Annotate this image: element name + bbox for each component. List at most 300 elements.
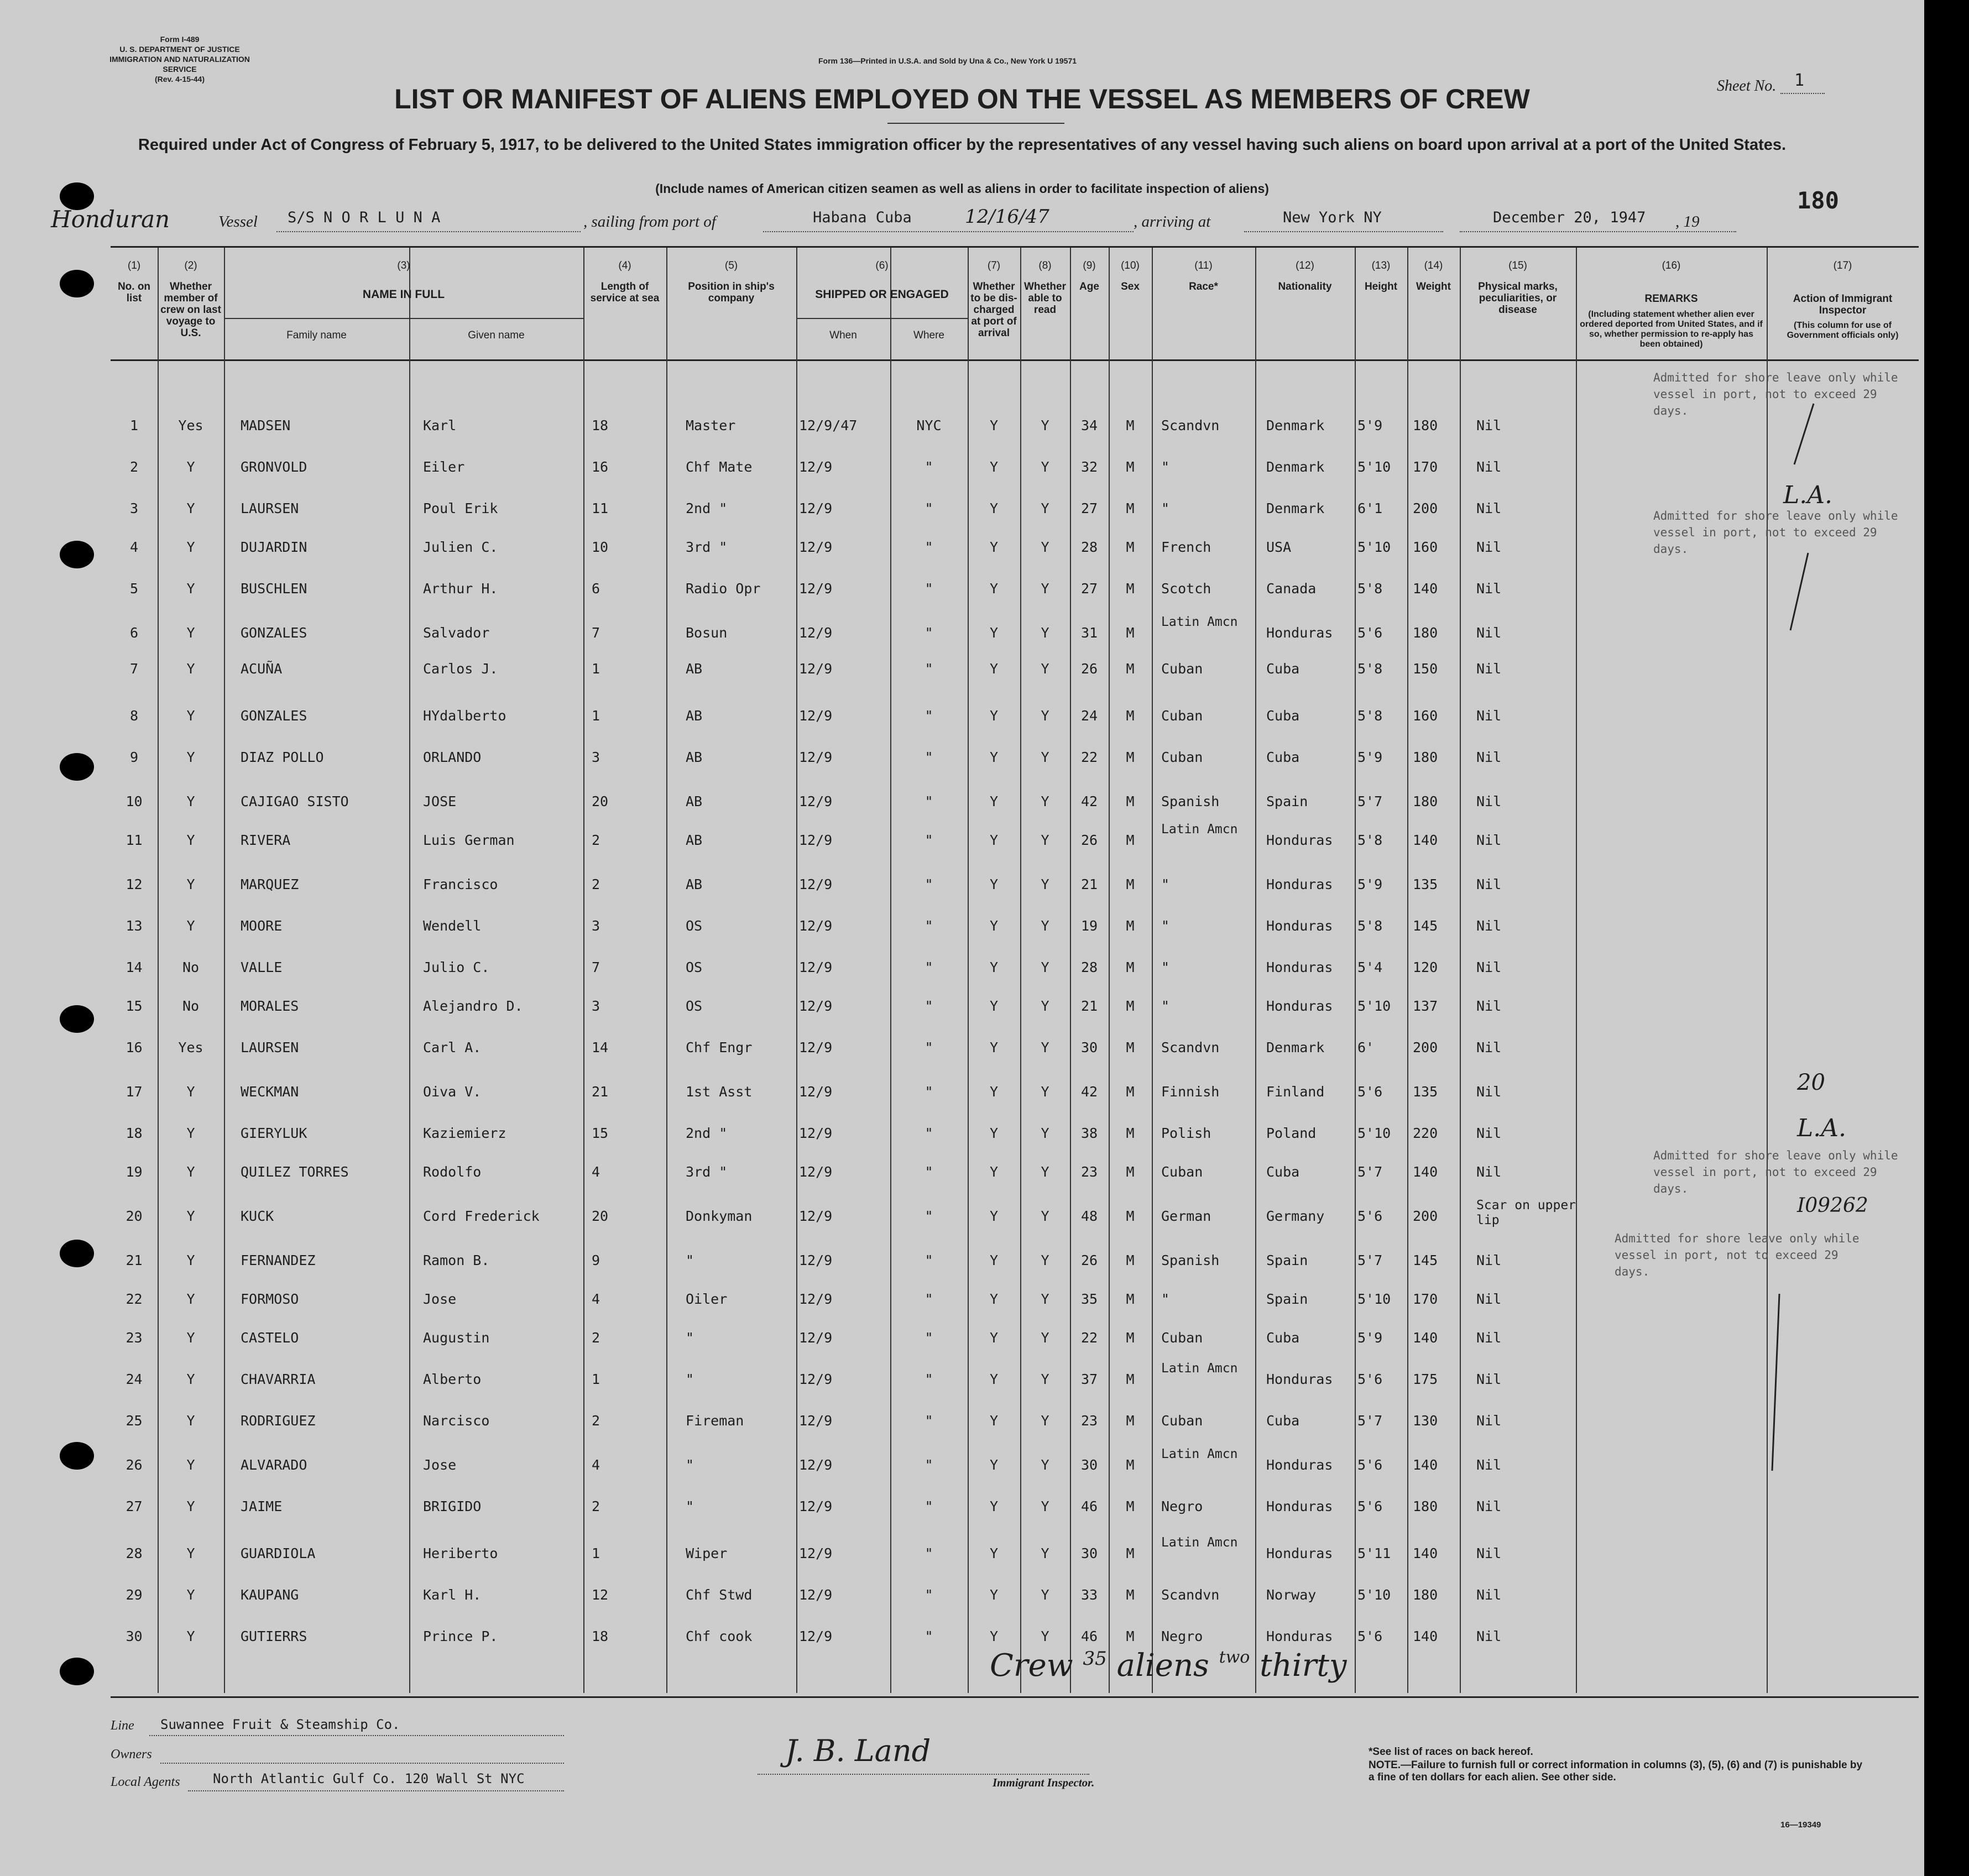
cell-position: 3rd " bbox=[686, 1164, 728, 1180]
line-value: Suwannee Fruit & Steamship Co. bbox=[160, 1717, 400, 1732]
cell-sex: M bbox=[1126, 998, 1135, 1014]
cell-race: " bbox=[1161, 918, 1170, 934]
cell-service: 9 bbox=[592, 1252, 600, 1268]
cell-where: " bbox=[925, 1208, 933, 1224]
cell-discharged: Y bbox=[989, 1125, 999, 1141]
cell-age: 26 bbox=[1080, 832, 1098, 848]
inspector-line bbox=[758, 1774, 1089, 1775]
cell-service: 2 bbox=[592, 1413, 600, 1429]
cell-nationality: Denmark bbox=[1266, 417, 1325, 433]
cell-sex: M bbox=[1126, 1545, 1135, 1561]
cell-read: Y bbox=[1041, 1208, 1049, 1224]
flag-handwritten: Honduran bbox=[51, 206, 170, 233]
cell-read: Y bbox=[1041, 539, 1049, 555]
sheet-number-line bbox=[1780, 93, 1825, 94]
cell-discharged: Y bbox=[989, 876, 999, 892]
cell-race: Scotch bbox=[1161, 581, 1211, 597]
cell-race: Spanish bbox=[1161, 793, 1220, 809]
cell-where: " bbox=[925, 1545, 933, 1561]
crew-summary-handwritten: Crew $^{35}$ aliens $^{two}$ thirty bbox=[990, 1648, 1347, 1684]
column-header: Whether to be dis-charged at port of arrival bbox=[970, 281, 1017, 339]
column-number: (6) bbox=[875, 260, 889, 271]
cell-height: 5'6 bbox=[1357, 1498, 1383, 1514]
cell-age: 34 bbox=[1080, 417, 1098, 433]
cell-given: Narcisco bbox=[423, 1413, 490, 1429]
cell-discharged: Y bbox=[989, 1371, 999, 1387]
column-rule bbox=[666, 248, 667, 1693]
cell-where: " bbox=[925, 832, 933, 848]
cell-when: 12/9 bbox=[799, 876, 833, 892]
cell-where: " bbox=[925, 998, 933, 1014]
cell-position: OS bbox=[686, 959, 703, 975]
arrival-date-value: December 20, 1947 bbox=[1493, 209, 1646, 226]
cell-age: 24 bbox=[1080, 708, 1098, 724]
punch-hole bbox=[60, 1240, 94, 1267]
cell-family: ALVARADO bbox=[241, 1457, 307, 1473]
cell-prev: Y bbox=[186, 1545, 195, 1561]
cell-where: " bbox=[925, 1457, 933, 1473]
cell-weight: 135 bbox=[1413, 876, 1438, 892]
cell-race: Scandvn bbox=[1161, 1587, 1220, 1603]
vessel-line bbox=[276, 231, 581, 232]
column-number: (9) bbox=[1083, 260, 1096, 271]
cell-given: Prince P. bbox=[423, 1628, 498, 1644]
cell-nationality: Finland bbox=[1266, 1084, 1325, 1100]
shipped-subheader-rule bbox=[796, 318, 968, 319]
cell-when: 12/9 bbox=[799, 918, 833, 934]
cell-when: 12/9/47 bbox=[799, 417, 858, 433]
cell-no: 25 bbox=[126, 1413, 143, 1429]
column-rule bbox=[1152, 248, 1153, 1693]
cell-nationality: Spain bbox=[1266, 1252, 1308, 1268]
cell-sex: M bbox=[1126, 1252, 1135, 1268]
cell-prev: Y bbox=[186, 459, 195, 475]
column-number: (13) bbox=[1371, 260, 1391, 271]
cell-where: " bbox=[925, 1371, 933, 1387]
cell-prev: Y bbox=[186, 1208, 195, 1224]
cell-when: 12/9 bbox=[799, 1413, 833, 1429]
cell-prev: Y bbox=[186, 749, 195, 765]
column-header: Whether member of crew on last voyage to U.S. bbox=[160, 281, 221, 339]
cell-where: " bbox=[925, 918, 933, 934]
cell-when: 12/9 bbox=[799, 998, 833, 1014]
cell-race: Latin Amcn bbox=[1161, 1361, 1238, 1376]
cell-prev: Y bbox=[186, 1252, 195, 1268]
cell-service: 18 bbox=[592, 1628, 609, 1644]
cell-prev: Y bbox=[186, 661, 195, 677]
cell-service: 12 bbox=[592, 1587, 609, 1603]
cell-height: 5'6 bbox=[1357, 1208, 1383, 1224]
inspector-mark: L.A. bbox=[1783, 481, 1832, 509]
cell-service: 3 bbox=[592, 918, 600, 934]
cell-prev: Y bbox=[186, 1587, 195, 1603]
cell-age: 46 bbox=[1080, 1628, 1098, 1644]
cell-nationality: Honduras bbox=[1266, 625, 1333, 641]
cell-marks: Nil bbox=[1476, 581, 1502, 597]
cell-sex: M bbox=[1126, 918, 1135, 934]
form-id-block bbox=[94, 34, 265, 84]
column-subheader: (Including statement whether alien ever ordered deported from United States, and if so, whether permission to re-apply has been obtained) bbox=[1580, 310, 1763, 349]
cell-discharged: Y bbox=[989, 1587, 999, 1603]
cell-no: 11 bbox=[126, 832, 143, 848]
cell-race: Cuban bbox=[1161, 749, 1203, 765]
column-header: SHIPPED OR ENGAGED bbox=[815, 288, 949, 301]
cell-age: 19 bbox=[1080, 918, 1098, 934]
cell-prev: Y bbox=[186, 1164, 195, 1180]
cell-read: Y bbox=[1041, 1587, 1049, 1603]
cell-weight: 180 bbox=[1413, 417, 1438, 433]
cell-marks: Nil bbox=[1476, 876, 1502, 892]
column-number: (8) bbox=[1038, 260, 1052, 271]
column-header: REMARKS bbox=[1644, 293, 1698, 305]
cell-where: " bbox=[925, 1413, 933, 1429]
cell-discharged: Y bbox=[989, 459, 999, 475]
cell-when: 12/9 bbox=[799, 1628, 833, 1644]
column-rule bbox=[583, 248, 584, 1693]
cell-given: Arthur H. bbox=[423, 581, 498, 597]
cell-service: 2 bbox=[592, 876, 600, 892]
cell-marks: Nil bbox=[1476, 625, 1502, 641]
cell-sex: M bbox=[1126, 1291, 1135, 1307]
punch-hole bbox=[60, 1442, 94, 1470]
inspector-label: Immigrant Inspector. bbox=[993, 1776, 1095, 1789]
column-subheader: When bbox=[829, 330, 857, 341]
cell-when: 12/9 bbox=[799, 1330, 833, 1346]
cell-height: 5'8 bbox=[1357, 581, 1383, 597]
cell-age: 23 bbox=[1080, 1413, 1098, 1429]
punch-hole bbox=[60, 270, 94, 297]
cell-read: Y bbox=[1041, 625, 1049, 641]
cell-family: GUTIERRS bbox=[241, 1628, 307, 1644]
column-subheader: (This column for use of Government officials only) bbox=[1787, 321, 1899, 340]
cell-where: " bbox=[925, 1084, 933, 1100]
cell-where: " bbox=[925, 661, 933, 677]
cell-no: 4 bbox=[129, 539, 139, 555]
cell-sex: M bbox=[1126, 1457, 1135, 1473]
cell-height: 5'11 bbox=[1357, 1545, 1391, 1561]
cell-age: 22 bbox=[1080, 749, 1098, 765]
cell-read: Y bbox=[1041, 1291, 1049, 1307]
cell-sex: M bbox=[1126, 500, 1135, 516]
cell-marks: Scar on upper lip bbox=[1476, 1198, 1576, 1227]
cell-marks: Nil bbox=[1476, 661, 1502, 677]
cell-where: " bbox=[925, 581, 933, 597]
cell-weight: 137 bbox=[1413, 998, 1438, 1014]
cell-family: LAURSEN bbox=[241, 1039, 299, 1055]
cell-where: " bbox=[925, 1587, 933, 1603]
cell-position: Master bbox=[686, 417, 736, 433]
cell-read: Y bbox=[1041, 998, 1049, 1014]
cell-given: BRIGIDO bbox=[423, 1498, 482, 1514]
cell-family: JAIME bbox=[241, 1498, 283, 1514]
cell-height: 5'8 bbox=[1357, 832, 1383, 848]
cell-nationality: Honduras bbox=[1266, 832, 1333, 848]
cell-no: 22 bbox=[126, 1291, 143, 1307]
cell-when: 12/9 bbox=[799, 661, 833, 677]
cell-marks: Nil bbox=[1476, 1330, 1502, 1346]
cell-prev: Y bbox=[186, 1291, 195, 1307]
owners-label: Owners bbox=[111, 1747, 152, 1762]
cell-where: NYC bbox=[916, 417, 942, 433]
column-number: (3) bbox=[397, 260, 410, 271]
cell-height: 5'7 bbox=[1357, 1252, 1383, 1268]
cell-height: 5'9 bbox=[1357, 417, 1383, 433]
cell-read: Y bbox=[1041, 1084, 1049, 1100]
cell-read: Y bbox=[1041, 661, 1049, 677]
cell-family: FORMOSO bbox=[241, 1291, 299, 1307]
column-number: (17) bbox=[1833, 260, 1852, 271]
cell-given: Francisco bbox=[423, 876, 498, 892]
cell-read: Y bbox=[1041, 708, 1049, 724]
cell-race: Latin Amcn bbox=[1161, 615, 1238, 629]
line-field bbox=[149, 1735, 564, 1736]
cell-discharged: Y bbox=[989, 417, 999, 433]
cell-marks: Nil bbox=[1476, 417, 1502, 433]
cell-where: " bbox=[925, 793, 933, 809]
column-number: (16) bbox=[1662, 260, 1681, 271]
cell-discharged: Y bbox=[989, 1628, 999, 1644]
cell-given: Rodolfo bbox=[423, 1164, 482, 1180]
cell-height: 5'8 bbox=[1357, 661, 1383, 677]
column-number: (1) bbox=[127, 260, 141, 271]
cell-read: Y bbox=[1041, 459, 1049, 475]
corner-number: 180 bbox=[1797, 187, 1839, 214]
cell-discharged: Y bbox=[989, 1330, 999, 1346]
cell-race: French bbox=[1161, 539, 1211, 555]
cell-family: MORALES bbox=[241, 998, 299, 1014]
cell-read: Y bbox=[1041, 500, 1049, 516]
cell-service: 4 bbox=[592, 1291, 600, 1307]
agents-label: Local Agents bbox=[111, 1775, 180, 1789]
form-code: 16—19349 bbox=[1780, 1820, 1821, 1830]
cell-no: 1 bbox=[129, 417, 139, 433]
cell-no: 29 bbox=[126, 1587, 143, 1603]
cell-race: Negro bbox=[1161, 1498, 1203, 1514]
cell-weight: 170 bbox=[1413, 459, 1438, 475]
cell-sex: M bbox=[1126, 1413, 1135, 1429]
cell-when: 12/9 bbox=[799, 793, 833, 809]
cell-nationality: Denmark bbox=[1266, 1039, 1325, 1055]
cell-position: Chf Stwd bbox=[686, 1587, 753, 1603]
cell-position: Fireman bbox=[686, 1413, 744, 1429]
column-header: Height bbox=[1364, 281, 1398, 292]
cell-height: 5'4 bbox=[1357, 959, 1383, 975]
cell-given: Julio C. bbox=[423, 959, 490, 975]
cell-when: 12/9 bbox=[799, 625, 833, 641]
cell-when: 12/9 bbox=[799, 1545, 833, 1561]
cell-sex: M bbox=[1126, 1125, 1135, 1141]
cell-position: Radio Opr bbox=[686, 581, 761, 597]
cell-prev: No bbox=[182, 959, 200, 975]
cell-marks: Nil bbox=[1476, 1457, 1502, 1473]
agents-field bbox=[188, 1790, 564, 1791]
cell-given: Jose bbox=[423, 1291, 457, 1307]
cell-marks: Nil bbox=[1476, 539, 1502, 555]
cell-discharged: Y bbox=[989, 581, 999, 597]
cell-when: 12/9 bbox=[799, 459, 833, 475]
cell-prev: Y bbox=[186, 1413, 195, 1429]
cell-given: Salvador bbox=[423, 625, 490, 641]
cell-family: KUCK bbox=[241, 1208, 274, 1224]
cell-sex: M bbox=[1126, 876, 1135, 892]
cell-where: " bbox=[925, 959, 933, 975]
cell-discharged: Y bbox=[989, 1084, 999, 1100]
cell-read: Y bbox=[1041, 1252, 1049, 1268]
cell-sex: M bbox=[1126, 459, 1135, 475]
cell-nationality: USA bbox=[1266, 539, 1292, 555]
cell-service: 1 bbox=[592, 1371, 600, 1387]
cell-no: 28 bbox=[126, 1545, 143, 1561]
cell-weight: 140 bbox=[1413, 1164, 1438, 1180]
cell-family: WECKMAN bbox=[241, 1084, 299, 1100]
cell-service: 1 bbox=[592, 708, 600, 724]
cell-service: 15 bbox=[592, 1125, 609, 1141]
cell-position: AB bbox=[686, 708, 703, 724]
cell-marks: Nil bbox=[1476, 1084, 1502, 1100]
cell-marks: Nil bbox=[1476, 459, 1502, 475]
cell-marks: Nil bbox=[1476, 1587, 1502, 1603]
cell-discharged: Y bbox=[989, 918, 999, 934]
cell-weight: 140 bbox=[1413, 581, 1438, 597]
cell-race: Spanish bbox=[1161, 1252, 1220, 1268]
cell-discharged: Y bbox=[989, 661, 999, 677]
cell-family: CHAVARRIA bbox=[241, 1371, 316, 1387]
cell-height: 5'6 bbox=[1357, 1371, 1383, 1387]
inspector-code: I09262 bbox=[1797, 1194, 1868, 1217]
cell-discharged: Y bbox=[989, 625, 999, 641]
cell-sex: M bbox=[1126, 959, 1135, 975]
column-header: Age bbox=[1079, 281, 1099, 292]
cell-when: 12/9 bbox=[799, 832, 833, 848]
cell-where: " bbox=[925, 1330, 933, 1346]
cell-family: MOORE bbox=[241, 918, 283, 934]
cell-nationality: Norway bbox=[1266, 1587, 1317, 1603]
cell-no: 15 bbox=[126, 998, 143, 1014]
cell-race: Cuban bbox=[1161, 661, 1203, 677]
cell-position: Chf Mate bbox=[686, 459, 753, 475]
cell-marks: Nil bbox=[1476, 1545, 1502, 1561]
cell-family: MADSEN bbox=[241, 417, 291, 433]
column-header: Action of Immigrant Inspector bbox=[1793, 293, 1893, 316]
cell-sex: M bbox=[1126, 708, 1135, 724]
inspector-mark: 20 bbox=[1797, 1070, 1825, 1095]
cell-prev: Y bbox=[186, 625, 195, 641]
cell-service: 20 bbox=[592, 793, 609, 809]
cell-position: AB bbox=[686, 832, 703, 848]
column-header: Position in ship's company bbox=[688, 281, 775, 304]
cell-service: 10 bbox=[592, 539, 609, 555]
sailing-date-handwritten: 12/16/47 bbox=[965, 206, 1049, 228]
header-bottom-rule bbox=[111, 359, 1919, 361]
cell-where: " bbox=[925, 1252, 933, 1268]
cell-family: GONZALES bbox=[241, 625, 307, 641]
cell-height: 5'7 bbox=[1357, 1164, 1383, 1180]
cell-height: 6' bbox=[1357, 1039, 1375, 1055]
cell-family: MARQUEZ bbox=[241, 876, 299, 892]
cell-height: 5'10 bbox=[1357, 1587, 1391, 1603]
cell-position: AB bbox=[686, 749, 703, 765]
cell-nationality: Denmark bbox=[1266, 500, 1325, 516]
cell-given: Karl bbox=[423, 417, 457, 433]
column-rule bbox=[1355, 248, 1356, 1693]
cell-prev: Y bbox=[186, 793, 195, 809]
cell-position: 2nd " bbox=[686, 500, 728, 516]
column-number: (7) bbox=[987, 260, 1001, 271]
cell-race: German bbox=[1161, 1208, 1211, 1224]
column-header: Length of service at sea bbox=[590, 281, 660, 304]
cell-height: 5'10 bbox=[1357, 459, 1391, 475]
cell-weight: 140 bbox=[1413, 1330, 1438, 1346]
cell-prev: Y bbox=[186, 1125, 195, 1141]
cell-age: 37 bbox=[1080, 1371, 1098, 1387]
cell-service: 20 bbox=[592, 1208, 609, 1224]
punch-hole bbox=[60, 1005, 94, 1033]
cell-race: " bbox=[1161, 1291, 1170, 1307]
cell-where: " bbox=[925, 539, 933, 555]
cell-read: Y bbox=[1041, 876, 1049, 892]
cell-discharged: Y bbox=[989, 500, 999, 516]
column-subheader: Where bbox=[913, 330, 944, 341]
column-number: (14) bbox=[1424, 260, 1443, 271]
cell-when: 12/9 bbox=[799, 1164, 833, 1180]
cell-sex: M bbox=[1126, 832, 1135, 848]
cell-height: 5'7 bbox=[1357, 793, 1383, 809]
cell-prev: Y bbox=[186, 1457, 195, 1473]
cell-where: " bbox=[925, 1125, 933, 1141]
cell-discharged: Y bbox=[989, 832, 999, 848]
cell-service: 21 bbox=[592, 1084, 609, 1100]
column-header: Physical marks, peculiarities, or disease bbox=[1478, 281, 1558, 316]
cell-service: 3 bbox=[592, 998, 600, 1014]
punch-hole bbox=[60, 541, 94, 568]
cell-height: 6'1 bbox=[1357, 500, 1383, 516]
cell-where: " bbox=[925, 625, 933, 641]
cell-discharged: Y bbox=[989, 749, 999, 765]
cell-when: 12/9 bbox=[799, 1084, 833, 1100]
cell-prev: Y bbox=[186, 832, 195, 848]
cell-no: 16 bbox=[126, 1039, 143, 1055]
cell-weight: 180 bbox=[1413, 749, 1438, 765]
sailing-label: , sailing from port of bbox=[583, 213, 716, 231]
cell-age: 28 bbox=[1080, 539, 1098, 555]
cell-prev: Y bbox=[186, 1084, 195, 1100]
cell-prev: Y bbox=[186, 708, 195, 724]
cell-weight: 200 bbox=[1413, 1208, 1438, 1224]
cell-weight: 160 bbox=[1413, 708, 1438, 724]
cell-discharged: Y bbox=[989, 793, 999, 809]
cell-nationality: Honduras bbox=[1266, 1457, 1333, 1473]
cell-read: Y bbox=[1041, 793, 1049, 809]
cell-sex: M bbox=[1126, 1371, 1135, 1387]
cell-given: Ramon B. bbox=[423, 1252, 490, 1268]
department-name: U. S. DEPARTMENT OF JUSTICE bbox=[119, 45, 240, 54]
cell-prev: Y bbox=[186, 876, 195, 892]
owners-field bbox=[160, 1763, 564, 1764]
cell-race: Cuban bbox=[1161, 1164, 1203, 1180]
cell-nationality: Honduras bbox=[1266, 1628, 1333, 1644]
cell-height: 5'9 bbox=[1357, 876, 1383, 892]
cell-marks: Nil bbox=[1476, 998, 1502, 1014]
cell-position: Chf cook bbox=[686, 1628, 753, 1644]
cell-height: 5'8 bbox=[1357, 708, 1383, 724]
cell-sex: M bbox=[1126, 1164, 1135, 1180]
cell-read: Y bbox=[1041, 749, 1049, 765]
cell-discharged: Y bbox=[989, 1413, 999, 1429]
column-number: (15) bbox=[1508, 260, 1527, 271]
cell-where: " bbox=[925, 459, 933, 475]
cell-age: 30 bbox=[1080, 1545, 1098, 1561]
cell-no: 10 bbox=[126, 793, 143, 809]
